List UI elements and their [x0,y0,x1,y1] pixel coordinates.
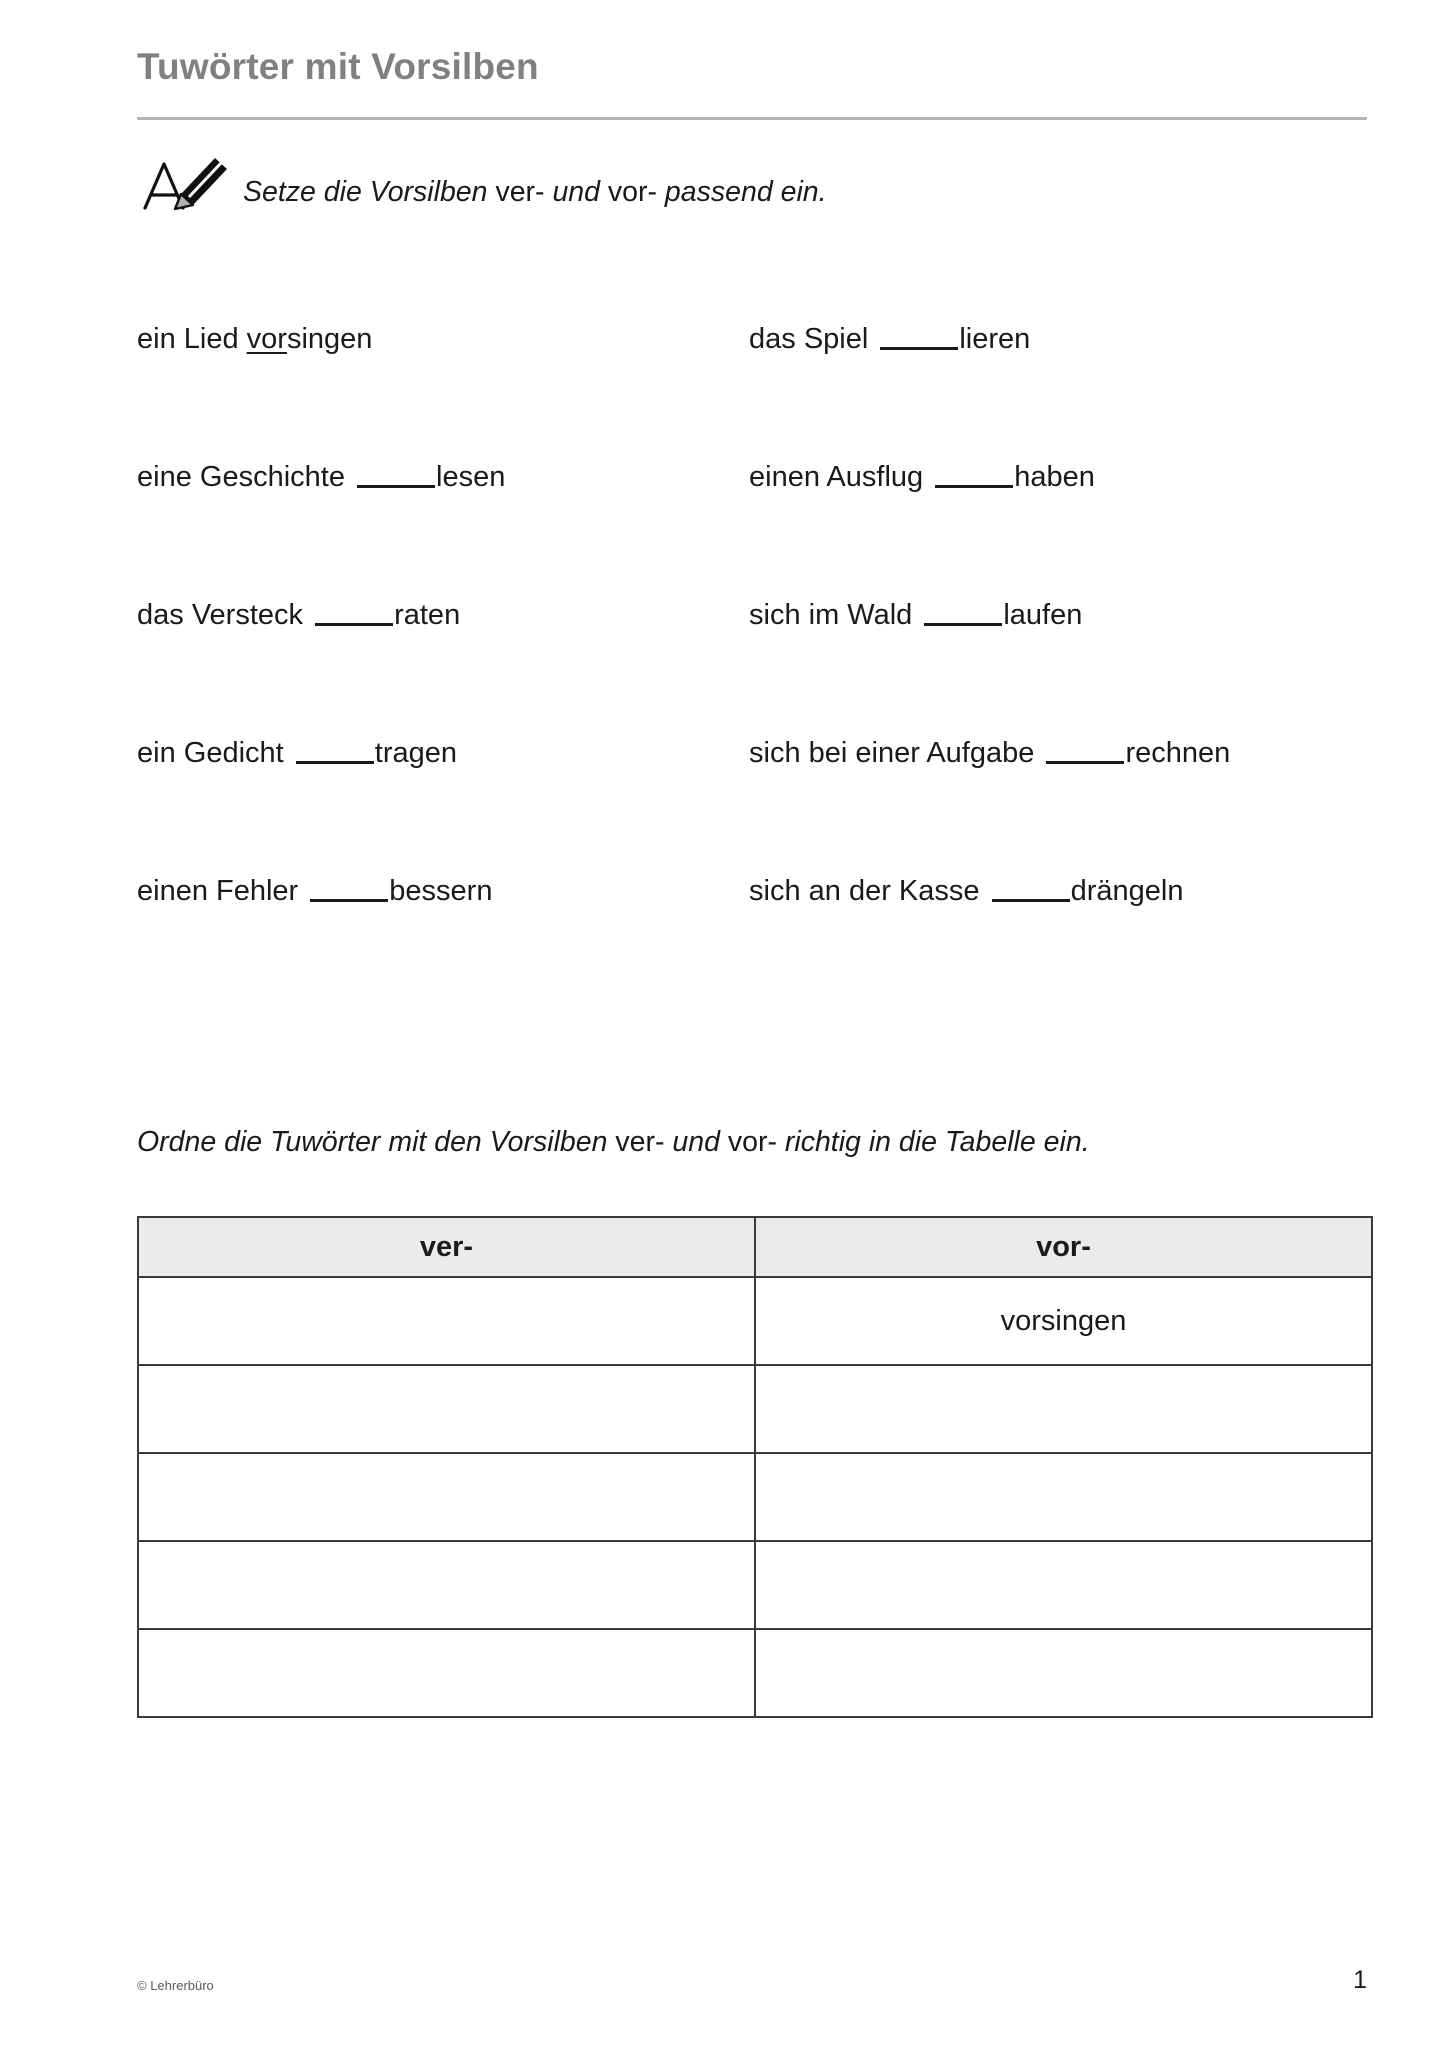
given-prefix: vor [246,323,287,355]
table-row [138,1277,1372,1365]
exercise-item [749,877,1367,1015]
table-row [138,1453,1372,1541]
fill-in-blank[interactable] [296,739,374,764]
exercise-text-after: lesen [436,461,506,493]
footer-copyright: © Lehrerbüro [137,1978,214,1993]
exercise-text-after: drängeln [1070,875,1184,907]
table-row [138,1629,1372,1717]
instruction-part-1: Setze die Vorsilben [243,175,496,208]
table-header-row [138,1217,1372,1277]
instruction-prefix-vor: vor- [607,175,658,208]
fill-in-blank[interactable] [1046,739,1124,764]
table-cell-vor[interactable] [755,1629,1372,1717]
task2-instruction-prefix-vor: vor- [727,1126,777,1158]
exercise-row [137,325,1367,463]
exercise-text-before: ein Lied [137,323,247,355]
task2-instruction-prefix-ver: ver- [615,1126,665,1158]
table-cell-ver[interactable] [138,1453,755,1541]
pencil-writing-a-icon [137,150,229,212]
exercise-text-before: einen Ausflug [749,461,932,493]
fill-in-blank[interactable] [924,601,1002,626]
exercise-text-before: sich im Wald [749,599,921,631]
column-header-ver: ver- [138,1217,755,1277]
table-cell-ver[interactable] [138,1277,755,1365]
exercise-text-after: tragen [374,737,457,769]
table-cell-vor[interactable] [755,1453,1372,1541]
exercise-row [137,877,1367,1015]
task2-instruction-part-2: und [664,1126,728,1158]
task2-instruction-part-3: richtig in die Tabelle ein. [776,1126,1090,1158]
exercise-item [137,739,749,877]
exercise-text-after: haben [1014,461,1095,493]
exercise-item [749,325,1367,463]
exercise-text-before: eine Geschichte [137,461,354,493]
exercise-text-after: bessern [389,875,493,907]
fill-in-blank[interactable] [315,601,393,626]
fill-in-blank[interactable] [992,877,1070,902]
exercise-item [137,325,749,463]
exercise-item [137,877,749,1015]
exercise-text-before: das Spiel [749,323,877,355]
exercise-text-after: singen [286,323,373,355]
exercise-text-after: lieren [959,323,1031,355]
table-cell-vor[interactable] [755,1365,1372,1453]
exercise-text-before: das Versteck [137,599,312,631]
sorting-table [137,1216,1373,1718]
task-1-instruction [137,150,827,212]
column-header-vor: vor- [755,1217,1372,1277]
instruction-part-2: und [544,175,608,208]
exercise-item [137,463,749,601]
table-cell-ver[interactable] [138,1629,755,1717]
table-cell-vor[interactable] [755,1541,1372,1629]
table-cell-ver[interactable] [138,1541,755,1629]
title-divider [137,117,1367,120]
fill-in-blank[interactable] [935,463,1013,488]
table-cell-vor[interactable]: vorsingen [755,1277,1372,1365]
fill-in-blank[interactable] [880,325,958,350]
exercise-text-after: raten [394,599,461,631]
instruction-prefix-ver: ver- [495,175,545,208]
exercise-row [137,601,1367,739]
exercise-text-after: laufen [1003,599,1083,631]
table-cell-ver[interactable] [138,1365,755,1453]
exercise-text-after: rechnen [1125,737,1231,769]
table-row [138,1365,1372,1453]
exercise-item [749,463,1367,601]
page-title: Tuwörter mit Vorsilben [137,46,539,87]
task2-instruction-part-1: Ordne die Tuwörter mit den Vorsilben [137,1126,616,1158]
exercise-text-before: sich an der Kasse [749,875,988,907]
exercise-row [137,739,1367,877]
fill-in-blank[interactable] [357,463,435,488]
exercise-text-before: sich bei einer Aufgabe [749,737,1043,769]
task-2-instruction [137,1128,1090,1157]
instruction-part-3: passend ein. [657,175,827,208]
exercise-item [749,739,1367,877]
exercise-row [137,463,1367,601]
task-1-instruction-text [243,175,827,213]
exercise-text-before: ein Gedicht [137,737,292,769]
table-row [138,1541,1372,1629]
fill-in-blank[interactable] [310,877,388,902]
exercise-text-before: einen Fehler [137,875,307,907]
exercise-item [749,601,1367,739]
exercise-item [137,601,749,739]
footer-page-number: 1 [1353,1966,1367,1994]
exercise-list [137,325,1367,1015]
